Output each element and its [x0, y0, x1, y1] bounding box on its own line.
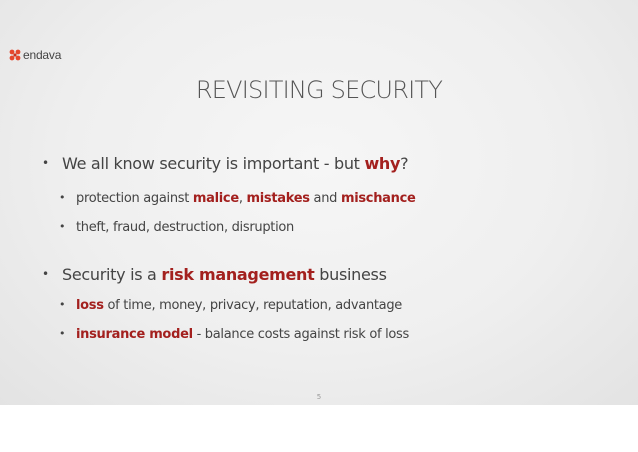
bullet-text-mid: and: [309, 191, 341, 206]
bullet-why-security: [42, 154, 408, 173]
page-number: 5: [316, 393, 322, 401]
bullet-text: We all know security is important - but: [62, 154, 365, 173]
emphasis-mistakes: mistakes: [246, 191, 310, 206]
bullet-marker: •: [42, 267, 49, 281]
slide-title: REVISITING SECURITY: [195, 76, 443, 104]
bullet-theft: [59, 220, 294, 235]
bullet-text: - balance costs against risk of loss: [192, 327, 409, 342]
bullet-text: Security is a: [62, 265, 162, 284]
bullet-text: protection against: [76, 191, 193, 206]
emphasis-insurance-model: insurance model: [76, 327, 193, 342]
bullet-marker: •: [59, 191, 66, 204]
bullet-text: of time, money, privacy, reputation, advantage: [103, 298, 402, 313]
bullet-risk-management: [42, 265, 387, 284]
bullet-text: theft, fraud, destruction, disruption: [76, 220, 294, 235]
bullet-separator: ,: [238, 191, 247, 206]
endava-logo: [8, 48, 61, 62]
emphasis-mischance: mischance: [340, 191, 416, 206]
bullet-marker: •: [59, 327, 66, 340]
bullet-marker: •: [59, 298, 66, 311]
bullet-marker: •: [42, 156, 49, 170]
endava-logo-mark-icon: [8, 48, 22, 62]
bullet-protection: [59, 191, 416, 206]
bullet-insurance-model: [59, 327, 409, 342]
emphasis-why: why: [364, 154, 401, 173]
emphasis-malice: malice: [192, 191, 239, 206]
bullet-marker: •: [59, 220, 66, 233]
logo-text: endava: [23, 48, 62, 62]
bullet-text-end: ?: [400, 154, 409, 173]
emphasis-risk-management: risk management: [161, 265, 315, 284]
bullet-loss: [59, 298, 402, 313]
emphasis-loss: loss: [76, 298, 104, 313]
bullet-text-end: business: [314, 265, 387, 284]
